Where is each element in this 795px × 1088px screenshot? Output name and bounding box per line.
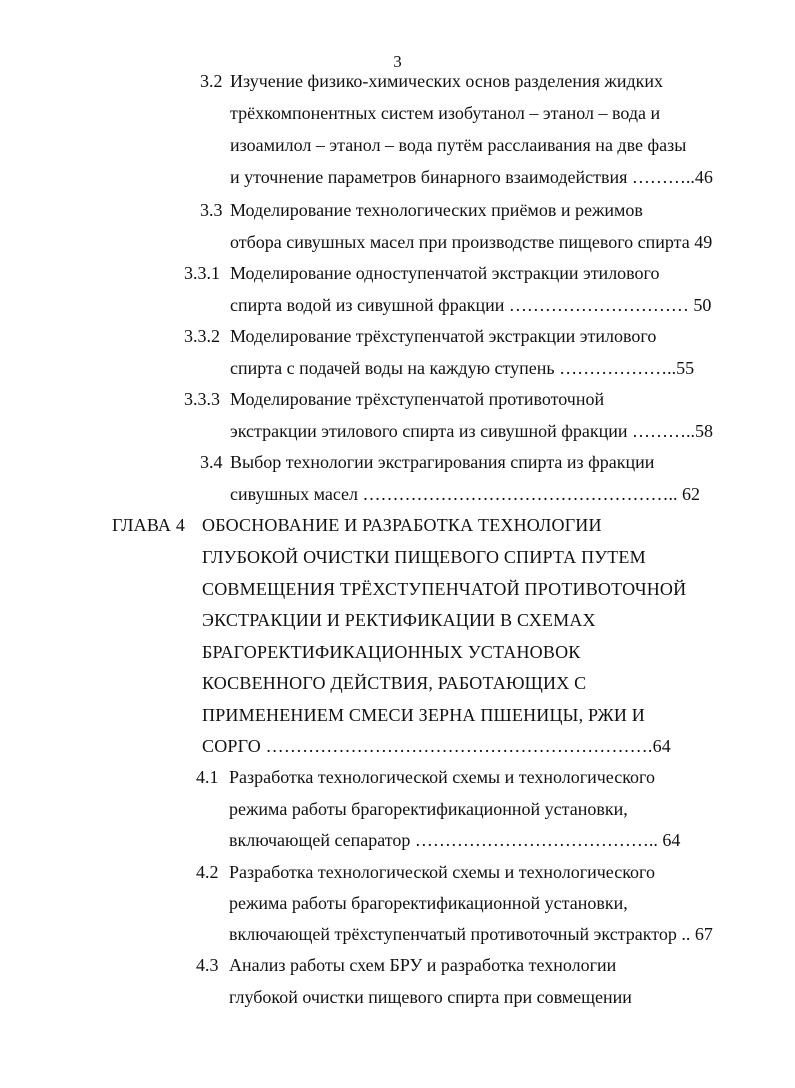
- toc-number: 3.3.1: [184, 263, 220, 283]
- toc-line: ЭКСТРАКЦИИ И РЕКТИФИКАЦИИ В СХЕМАХ: [202, 610, 596, 630]
- toc-line: ОБОСНОВАНИЕ И РАЗРАБОТКА ТЕХНОЛОГИИ: [202, 515, 602, 535]
- toc-line: ГЛУБОКОЙ ОЧИСТКИ ПИЩЕВОГО СПИРТА ПУТЕМ: [202, 547, 646, 567]
- toc-number: 3.3.3: [184, 389, 220, 409]
- toc-line: включающей сепаратор ………………………………….. 64: [229, 830, 681, 850]
- toc-line: режима работы брагоректификационной установки,: [229, 893, 628, 913]
- toc-number: 3.3: [200, 200, 223, 220]
- toc-line: БРАГОРЕКТИФИКАЦИОННЫХ УСТАНОВОК: [202, 642, 581, 662]
- toc-line: Разработка технологической схемы и технологического: [229, 862, 655, 882]
- toc-line: отбора сивушных масел при производстве пищевого спирта 49: [230, 232, 713, 252]
- toc-line: глубокой очистки пищевого спирта при совмещении: [229, 987, 632, 1007]
- toc-line: ПРИМЕНЕНИЕМ СМЕСИ ЗЕРНА ПШЕНИЦЫ, РЖИ И: [202, 705, 645, 725]
- toc-line: включающей трёхступенчатый противоточный экстрактор .. 67: [229, 924, 713, 944]
- toc-line: экстракции этилового спирта из сивушной фракции ………..58: [230, 421, 714, 441]
- toc-number: 4.3: [196, 955, 219, 975]
- toc-line: Моделирование технологических приёмов и режимов: [230, 200, 643, 220]
- toc-line: Моделирование трёхступенчатой противоточной: [230, 389, 605, 409]
- toc-line: СОРГО ……………………………………………………….64: [202, 736, 671, 756]
- toc-line: режима работы брагоректификационной установки,: [229, 799, 628, 819]
- toc-line: сивушных масел …………………………………………….. 62: [230, 484, 701, 504]
- toc-number: 3.2: [200, 71, 223, 91]
- toc-line: Изучение физико-химических основ разделения жидких: [230, 71, 664, 91]
- toc-line: Выбор технологии экстрагирования спирта из фракции: [230, 452, 655, 472]
- toc-line: спирта с подачей воды на каждую ступень ………………..55: [230, 358, 695, 378]
- toc-number: 3.4: [200, 452, 223, 472]
- toc-line: Анализ работы схем БРУ и разработка технологии: [229, 955, 617, 975]
- toc-line: спирта водой из сивушной фракции ………………………… 50: [230, 295, 712, 315]
- toc-line: СОВМЕЩЕНИЯ ТРЁХСТУПЕНЧАТОЙ ПРОТИВОТОЧНОЙ: [202, 579, 687, 599]
- toc-chapter-number: ГЛАВА 4: [112, 515, 186, 535]
- toc-line: трёхкомпонентных систем изобутанол – этанол – вода и: [230, 103, 661, 123]
- toc-number: 4.1: [196, 767, 219, 787]
- toc-line: и уточнение параметров бинарного взаимодействия ………..46: [230, 167, 713, 187]
- page-number: 3: [393, 52, 402, 71]
- toc-line: Моделирование трёхступенчатой экстракции этилового: [230, 326, 657, 346]
- toc-number: 3.3.2: [184, 326, 220, 346]
- toc-line: Разработка технологической схемы и технологического: [229, 767, 655, 787]
- toc-line: изоамилол – этанол – вода путём расслаивания на две фазы: [230, 135, 687, 155]
- toc-line: КОСВЕННОГО ДЕЙСТВИЯ, РАБОТАЮЩИХ С: [202, 673, 587, 693]
- toc-line: Моделирование одноступенчатой экстракции этилового: [230, 263, 660, 283]
- toc-number: 4.2: [196, 862, 219, 882]
